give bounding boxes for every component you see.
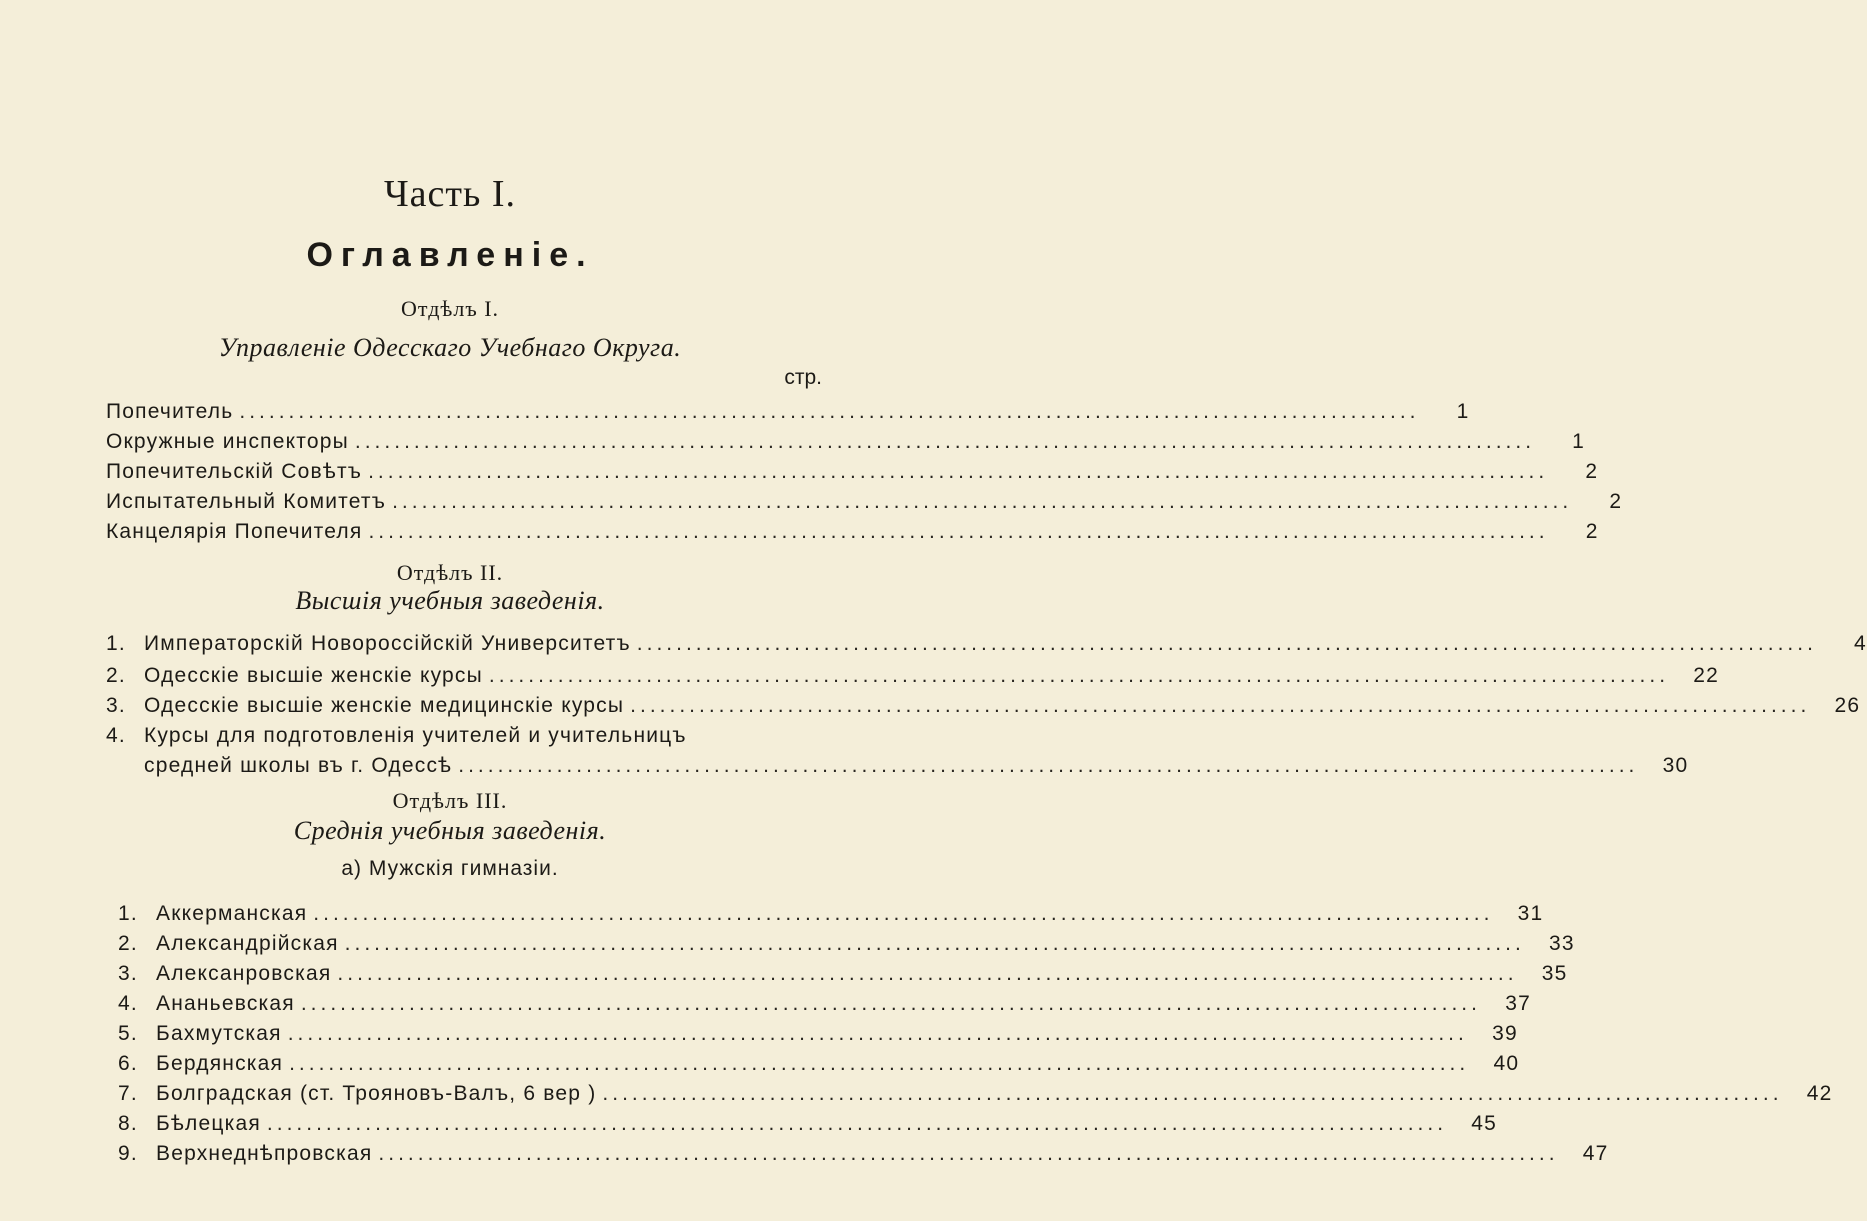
toc-entry (106, 482, 1623, 513)
toc-entry-number: 3. (106, 694, 126, 717)
toc-entry-number: 5. (118, 1022, 138, 1045)
toc-entry-number: 7. (118, 1082, 138, 1105)
toc-entry-text: Верхнеднѣпровская (156, 1142, 373, 1165)
leader-dots: ........................................................................................................................ (266, 1112, 1448, 1135)
toc-entry-text-cont: средней школы въ г. Одессѣ (144, 754, 453, 777)
section-1-subtitle: Управленiе Одесскаго Учебнаго Округа. (218, 333, 682, 362)
leader-dots: ........................................................................................................................ (300, 992, 1481, 1015)
toc-entry-number: 2. (118, 932, 138, 955)
leader-dots: ........................................................................................................................ (368, 460, 1549, 483)
toc-title: Оглавленiе. (306, 236, 594, 274)
toc-entry-number: 9. (118, 1142, 138, 1165)
section-2-label: Отдѣлъ II. (396, 560, 504, 585)
toc-entry (106, 656, 1720, 687)
toc-entry-page: 1 (1456, 400, 1470, 423)
toc-entry (118, 954, 1568, 985)
toc-entry-text: Курсы для подготовленiя учителей и учительницъ (144, 724, 687, 747)
toc-entry-page: 26 (1834, 694, 1861, 717)
toc-entry-page: 35 (1541, 962, 1568, 985)
toc-entry-text: Болградская (ст. Трояновъ-Валъ, 6 вер ) (156, 1082, 597, 1105)
toc-entry-text: Императорскiй Новороссiйскiй Университетъ (144, 632, 631, 655)
toc-entry-page: 22 (1693, 664, 1720, 687)
leader-dots: ........................................................................................................................ (488, 664, 1670, 687)
toc-entry-text: Одесскiе высшiе женскiе медицинскiе курсы (144, 694, 625, 717)
section-3-subheading: а) Мужскiя гимназiи. (341, 857, 559, 880)
toc-entry-page: 40 (1493, 1052, 1520, 1075)
toc-entry-text: Окружные инспекторы (106, 430, 349, 453)
toc-entry-page: 2 (1585, 460, 1599, 483)
page-column-label: стр. (784, 366, 822, 389)
section-1-label: Отдѣлъ I. (400, 296, 500, 321)
toc-entry-text: Алексанровская (156, 962, 332, 985)
toc-entry (106, 422, 1586, 453)
leader-dots: ........................................................................................................................ (636, 632, 1817, 655)
section-3-subtitle: Среднiя учебныя заведенiя. (293, 816, 607, 845)
leader-dots: ........................................................................................................................ (337, 962, 1518, 985)
toc-entry-number: 1. (106, 632, 126, 655)
toc-entry-number: 4. (118, 992, 138, 1015)
toc-entry (106, 512, 1599, 543)
toc-entry (118, 1104, 1498, 1135)
toc-entry (106, 452, 1599, 483)
toc-entry-text: Ананьевская (156, 992, 295, 1015)
toc-entry-text: Александрiйская (156, 932, 339, 955)
leader-dots: ........................................................................................................................ (344, 932, 1525, 955)
toc-entry-number: 6. (118, 1052, 138, 1075)
part-title: Часть I. (383, 173, 517, 215)
toc-entry-page: 31 (1517, 902, 1544, 925)
toc-entry-number: 4. (106, 724, 126, 747)
toc-entry-number: 1. (118, 902, 138, 925)
toc-entry-page: 39 (1492, 1022, 1518, 1045)
toc-entry-text: Попечительскiй Совѣтъ (106, 460, 363, 483)
toc-entry-text: Бердянская (156, 1052, 284, 1075)
toc-entry-page: 45 (1471, 1112, 1498, 1135)
toc-entry-number: 2. (106, 664, 126, 687)
toc-entry (106, 716, 818, 746)
leader-dots: ........................................................................................................................ (602, 1082, 1783, 1105)
section-2-subtitle: Высшiя учебныя заведенiя. (295, 586, 605, 615)
toc-entry-number: 8. (118, 1112, 138, 1135)
toc-entry-page: 2 (1585, 520, 1599, 543)
toc-entry-page: 30 (1662, 754, 1689, 777)
leader-dots: ........................................................................................................................ (368, 520, 1549, 543)
toc-entry-page: 37 (1505, 992, 1531, 1015)
toc-entry-page: 47 (1582, 1142, 1609, 1165)
leader-dots: ........................................................................................................................ (392, 490, 1573, 513)
toc-entry-number: 3. (118, 962, 138, 985)
toc-entry (118, 894, 1544, 925)
toc-entry (106, 624, 1867, 655)
toc-entry-text: Аккерманская (156, 902, 308, 925)
toc-entry-text: Одесскiе высшiе женскiе курсы (144, 664, 483, 687)
toc-entry-continuation (106, 746, 1689, 777)
toc-entry (118, 984, 1531, 1015)
toc-entry-page: 33 (1549, 932, 1575, 955)
toc-entry (118, 1134, 1609, 1165)
leader-dots: ........................................................................................................................ (287, 1022, 1468, 1045)
toc-entry-text: Попечитель (106, 400, 234, 423)
toc-entry-text: Испытательный Комитетъ (106, 490, 387, 513)
toc-entry (118, 1014, 1518, 1045)
toc-entry-page: 1 (1572, 430, 1586, 453)
leader-dots: ........................................................................................................................ (378, 1142, 1559, 1165)
section-3-label: Отдѣлъ III. (392, 788, 508, 813)
leader-dots: ........................................................................................................................ (354, 430, 1536, 453)
leader-dots: ........................................................................................................................ (458, 754, 1639, 777)
toc-entry (106, 392, 1470, 423)
leader-dots: ........................................................................................................................ (630, 694, 1811, 717)
leader-dots: ........................................................................................................................ (289, 1052, 1470, 1075)
leader-dots: ........................................................................................................................ (313, 902, 1494, 925)
toc-entry-text: Бахмутская (156, 1022, 282, 1045)
toc-entry (106, 686, 1861, 717)
toc-entry-page: 4 (1854, 632, 1867, 655)
toc-entry (118, 924, 1575, 955)
leader-dots: ........................................................................................................................ (239, 400, 1420, 423)
toc-entry-page: 2 (1609, 490, 1623, 513)
toc-entry (118, 1074, 1833, 1105)
toc-entry-text: Канцелярiя Попечителя (106, 520, 363, 543)
toc-entry (118, 1044, 1520, 1075)
toc-entry-page: 42 (1806, 1082, 1833, 1105)
toc-entry-text: Бѣлецкая (156, 1112, 261, 1135)
